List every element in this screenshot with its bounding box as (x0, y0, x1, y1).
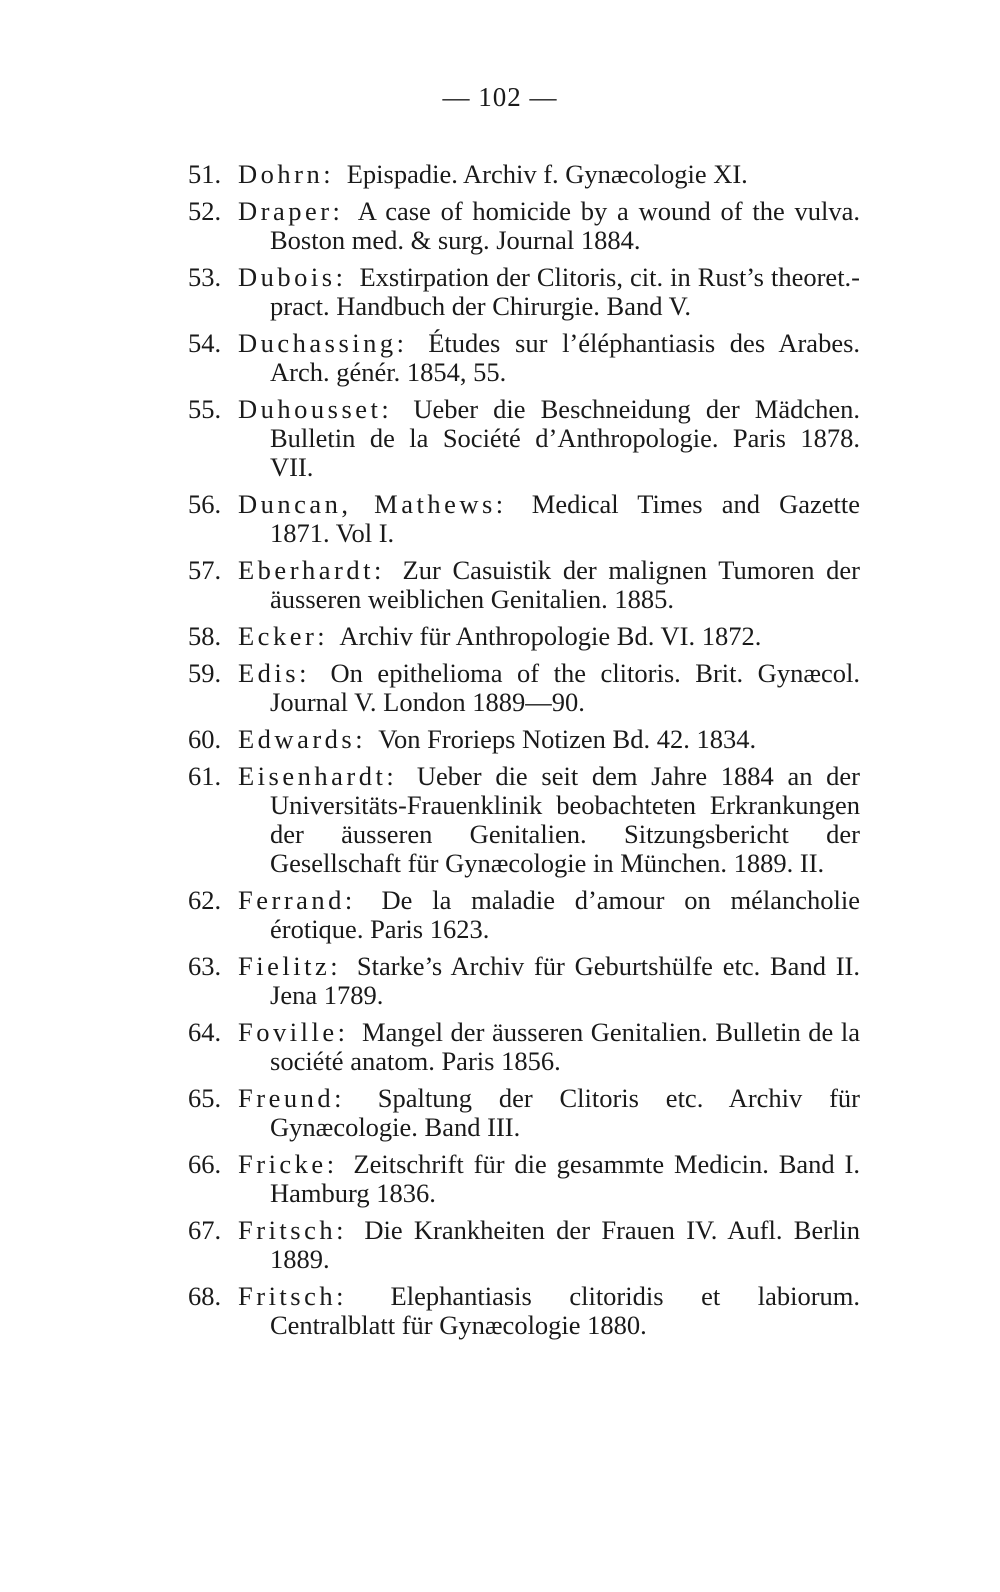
page-number: — 102 — (442, 82, 558, 112)
entry-text: Medical Times and Gazette 1871. Vol I. (270, 489, 860, 548)
entry-number: 66. (188, 1149, 222, 1179)
entry-number: 62. (188, 885, 222, 915)
entry-author: Fricke: (238, 1149, 338, 1179)
entry-author: Edis: (238, 658, 310, 688)
entry-author: Ecker: (238, 621, 329, 651)
entry-text: Elephantiasis clitoridis et labiorum. Centralblatt für Gynæcologie 1880. (270, 1281, 861, 1340)
entry-author: Foville: (238, 1017, 349, 1047)
entry-text: A case of homicide by a wound of the vulva. Boston med. & surg. Journal 1884. (270, 196, 860, 255)
entry-text: On epithelioma of the clitoris. Brit. Gynæcol. Journal V. London 1889—90. (270, 658, 860, 717)
entry-author: Eberhardt: (238, 555, 385, 585)
entry-text: Starke’s Archiv für Geburtshülfe etc. Band II. Jena 1789. (270, 951, 860, 1010)
entry-author: Eisenhardt: (238, 761, 398, 791)
entry-text: Mangel der äusseren Genitalien. Bulletin de la société anatom. Paris 1856. (270, 1017, 861, 1076)
list-item (188, 1282, 860, 1340)
entry-author: Edwards: (238, 724, 367, 754)
entry-text: De la maladie d’amour on mélancholie érotique. Paris 1623. (270, 885, 861, 944)
list-item (188, 1216, 860, 1274)
entry-text: Zur Casuistik der malignen Tumoren der äusseren weiblichen Genitalien. 1885. (270, 555, 860, 614)
entry-number: 54. (188, 328, 222, 358)
entry-author: Fritsch: (238, 1281, 347, 1311)
entry-number: 53. (188, 262, 222, 292)
list-item (188, 197, 860, 255)
list-item (188, 725, 860, 754)
entry-text: Études sur l’éléphantiasis des Arabes. Arch. génér. 1854, 55. (270, 328, 861, 387)
list-item (188, 622, 860, 651)
entry-text: Archiv für Anthropologie Bd. VI. 1872. (339, 621, 762, 651)
entry-number: 55. (188, 394, 222, 424)
entry-number: 67. (188, 1215, 222, 1245)
list-item (188, 952, 860, 1010)
entry-author: Dohrn: (238, 159, 335, 189)
list-item (188, 160, 860, 189)
entry-author: Freund: (238, 1083, 345, 1113)
list-item (188, 329, 860, 387)
entry-author: Duchassing: (238, 328, 408, 358)
entry-number: 51. (188, 159, 222, 189)
list-item (188, 762, 860, 878)
entry-author: Fielitz: (238, 951, 342, 981)
entry-number: 65. (188, 1083, 222, 1113)
entry-number: 59. (188, 658, 222, 688)
entry-number: 64. (188, 1017, 222, 1047)
list-item (188, 1084, 860, 1142)
entry-author: Draper: (238, 196, 344, 226)
entry-text: Zeitschrift für die gesammte Medicin. Band I. Hamburg 1836. (270, 1149, 860, 1208)
list-item (188, 1018, 860, 1076)
entry-number: 58. (188, 621, 222, 651)
list-item (188, 395, 860, 482)
entry-text: Ueber die seit dem Jahre 1884 an der Universitäts-Frauenklinik beobachteten Erkrankungen der äusseren Genitalien. Sitzungsbericht der Gesellschaft für Gynæcologie in München. 1889. II. (270, 761, 861, 878)
entry-author: Duhousset: (238, 394, 393, 424)
entry-number: 57. (188, 555, 222, 585)
entry-number: 52. (188, 196, 222, 226)
entry-text: Von Frorieps Notizen Bd. 42. 1834. (378, 724, 757, 754)
list-item (188, 886, 860, 944)
entry-author: Ferrand: (238, 885, 356, 915)
entry-number: 61. (188, 761, 222, 791)
entry-text: Epispadie. Archiv f. Gynæcologie XI. (346, 159, 748, 189)
entry-number: 68. (188, 1281, 222, 1311)
entry-text: Ueber die Beschneidung der Mädchen. Bulletin de la Société d’Anthropologie. Paris 1878. VII. (270, 394, 861, 482)
entry-author: Duncan, Mathews: (238, 489, 507, 519)
entry-number: 60. (188, 724, 222, 754)
list-item (188, 1150, 860, 1208)
entry-text: Spaltung der Clitoris etc. Archiv für Gynæcologie. Band III. (270, 1083, 860, 1142)
list-item (188, 659, 860, 717)
entry-author: Dubois: (238, 262, 347, 292)
list-item (188, 263, 860, 321)
entry-number: 63. (188, 951, 222, 981)
list-item (188, 556, 860, 614)
entry-text: Exstirpation der Clitoris, cit. in Rust’s theoret.-pract. Handbuch der Chirurgie. Band V. (270, 262, 861, 321)
bibliography-list (188, 160, 860, 1348)
entry-author: Fritsch: (238, 1215, 347, 1245)
entry-number: 56. (188, 489, 222, 519)
list-item (188, 490, 860, 548)
entry-text: Die Krankheiten der Frauen IV. Aufl. Berlin 1889. (270, 1215, 861, 1274)
